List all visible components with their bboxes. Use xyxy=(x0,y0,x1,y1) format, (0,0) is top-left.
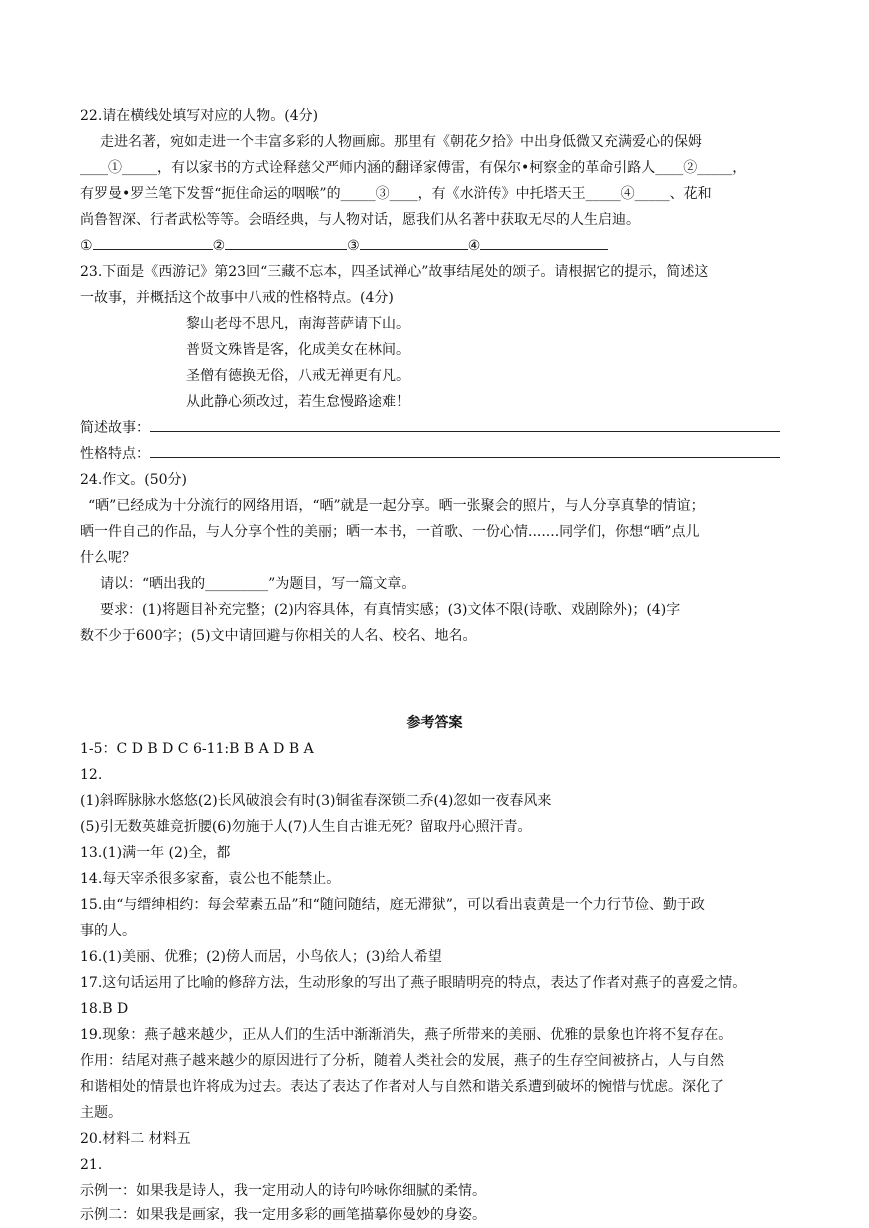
blank-1-line[interactable] xyxy=(93,235,213,250)
q22-answer-blanks xyxy=(80,235,608,257)
story-answer-line[interactable] xyxy=(150,417,780,432)
poem-line-2: 普贤文殊皆是客，化成美女在林间。 xyxy=(186,342,410,358)
answer-12-label: 12. xyxy=(80,767,103,783)
q23-title-line2: 一故事，并概括这个故事中八戒的性格特点。(4分) xyxy=(80,290,394,306)
q24-para1-line1: “晒”已经成为十分流行的网络用语，“晒”就是一起分享。晒一张聚会的照片，与人分享真挚的情谊； xyxy=(88,498,705,514)
answer-19-line2: 作用：结尾对燕子越来越少的原因进行了分析，随着人类社会的发展，燕子的生存空间被挤占，人与自然 xyxy=(80,1053,724,1069)
trait-answer-line[interactable] xyxy=(150,443,780,458)
answer-19-line3: 和谐相处的情景也许将成为过去。表达了表达了作者对人与自然和谐关系遭到破坏的惋惜与忧虑。深化了 xyxy=(80,1079,724,1095)
q24-para1-line3: 什么呢？ xyxy=(80,550,136,566)
trait-label: 性格特点： xyxy=(80,446,150,462)
q24-para1-line2: 晒一件自己的作品，与人分享个性的美丽；晒一本书，一首歌、一份心情.......同学们，你想“晒”点儿 xyxy=(80,524,700,540)
poem-line-3: 圣僧有德换无俗，八戒无禅更有凡。 xyxy=(186,368,410,384)
q22-title: 22.请在横线处填写对应的人物。(4分) xyxy=(80,108,319,124)
answer-14: 14.每天宰杀很多家畜，袁公也不能禁止。 xyxy=(80,871,341,887)
answer-13: 13.(1)满一年 (2)全，都 xyxy=(80,845,231,861)
answer-15-line2: 事的人。 xyxy=(80,923,136,939)
blank-1-label: ① xyxy=(80,238,93,254)
answer-21-example2: 示例二：如果我是画家，我一定用多彩的画笔描摹你曼妙的身姿。 xyxy=(80,1207,486,1223)
answer-18: 18.B D xyxy=(80,1001,129,1017)
q22-para-line3: 有罗曼•罗兰笔下发誓“扼住命运的咽喉”的_____③____，有《水浒传》中托塔天王_____④_____、花和 xyxy=(80,186,712,202)
story-answer-row xyxy=(80,417,780,439)
answer-17: 17.这句话运用了比喻的修辞方法，生动形象的写出了燕子眼睛明亮的特点，表达了作者对燕子的喜爱之情。 xyxy=(80,975,747,991)
story-label: 简述故事： xyxy=(80,420,150,436)
poem-line-4: 从此静心须改过，若生怠慢路途难！ xyxy=(186,394,410,410)
answer-21-label: 21. xyxy=(80,1157,103,1173)
answer-12-line2: (5)引无数英雄竞折腰(6)勿施于人(7)人生自古谁无死？留取丹心照汗青。 xyxy=(80,819,532,835)
blank-2-line[interactable] xyxy=(225,235,347,250)
poem-line-1: 黎山老母不思凡，南海菩萨请下山。 xyxy=(186,316,410,332)
blank-3-label: ③ xyxy=(347,238,360,254)
answer-20: 20.材料二 材料五 xyxy=(80,1131,191,1147)
q24-para3-line2: 数不少于600字；(5)文中请回避与你相关的人名、校名、地名。 xyxy=(80,628,477,644)
q23-title-line1: 23.下面是《西游记》第23回“三藏不忘本，四圣试禅心”故事结尾处的颂子。请根据它的提示，简述这 xyxy=(80,264,709,280)
blank-4-line[interactable] xyxy=(480,235,608,250)
answer-19-line4: 主题。 xyxy=(80,1105,122,1121)
answer-16: 16.(1)美丽、优雅；(2)傍人而居，小鸟依人；(3)给人希望 xyxy=(80,949,442,965)
answer-15-line1: 15.由“与缙绅相约：每会荤素五品”和“随问随结，庭无滞狱”，可以看出袁黄是一个力行节俭、勤于政 xyxy=(80,897,705,913)
blank-2-label: ② xyxy=(212,238,226,254)
blank-3-line[interactable] xyxy=(360,235,468,250)
answer-12-line1: (1)斜晖脉脉水悠悠(2)长风破浪会有时(3)铜雀春深锁二乔(4)忽如一夜春风来 xyxy=(80,793,552,809)
answers-heading: 参考答案 xyxy=(406,715,463,731)
q24-para2: 请以：“晒出我的_________”为题目，写一篇文章。 xyxy=(100,576,416,592)
q22-para-line2: ____①_____，有以家书的方式诠释慈父严师内涵的翻译家傅雷，有保尔•柯察金的革命引路人____②_____， xyxy=(80,160,747,176)
answer-1-11: 1-5：C D B D C 6-11:B B A D B A xyxy=(80,741,314,757)
q24-title: 24.作文。(50分) xyxy=(80,472,188,488)
answer-19-line1: 19.现象：燕子越来越少，正从人们的生活中渐渐消失，燕子所带来的美丽、优雅的景象也许将不复存在。 xyxy=(80,1027,733,1043)
blank-4-label: ④ xyxy=(467,238,481,254)
answer-21-example1: 示例一：如果我是诗人，我一定用动人的诗句吟咏你细腻的柔情。 xyxy=(80,1183,486,1199)
q24-para3-line1: 要求：(1)将题目补充完整；(2)内容具体，有真情实感；(3)文体不限(诗歌、戏剧除外)；(4)字 xyxy=(100,602,681,618)
trait-answer-row xyxy=(80,443,780,465)
q22-para-line4: 尚鲁智深、行者武松等等。会晤经典，与人物对话，愿我们从名著中获取无尽的人生启迪。 xyxy=(80,212,640,228)
q22-para-line1: 走进名著，宛如走进一个丰富多彩的人物画廊。那里有《朝花夕拾》中出身低微又充满爱心的保姆 xyxy=(100,134,702,150)
